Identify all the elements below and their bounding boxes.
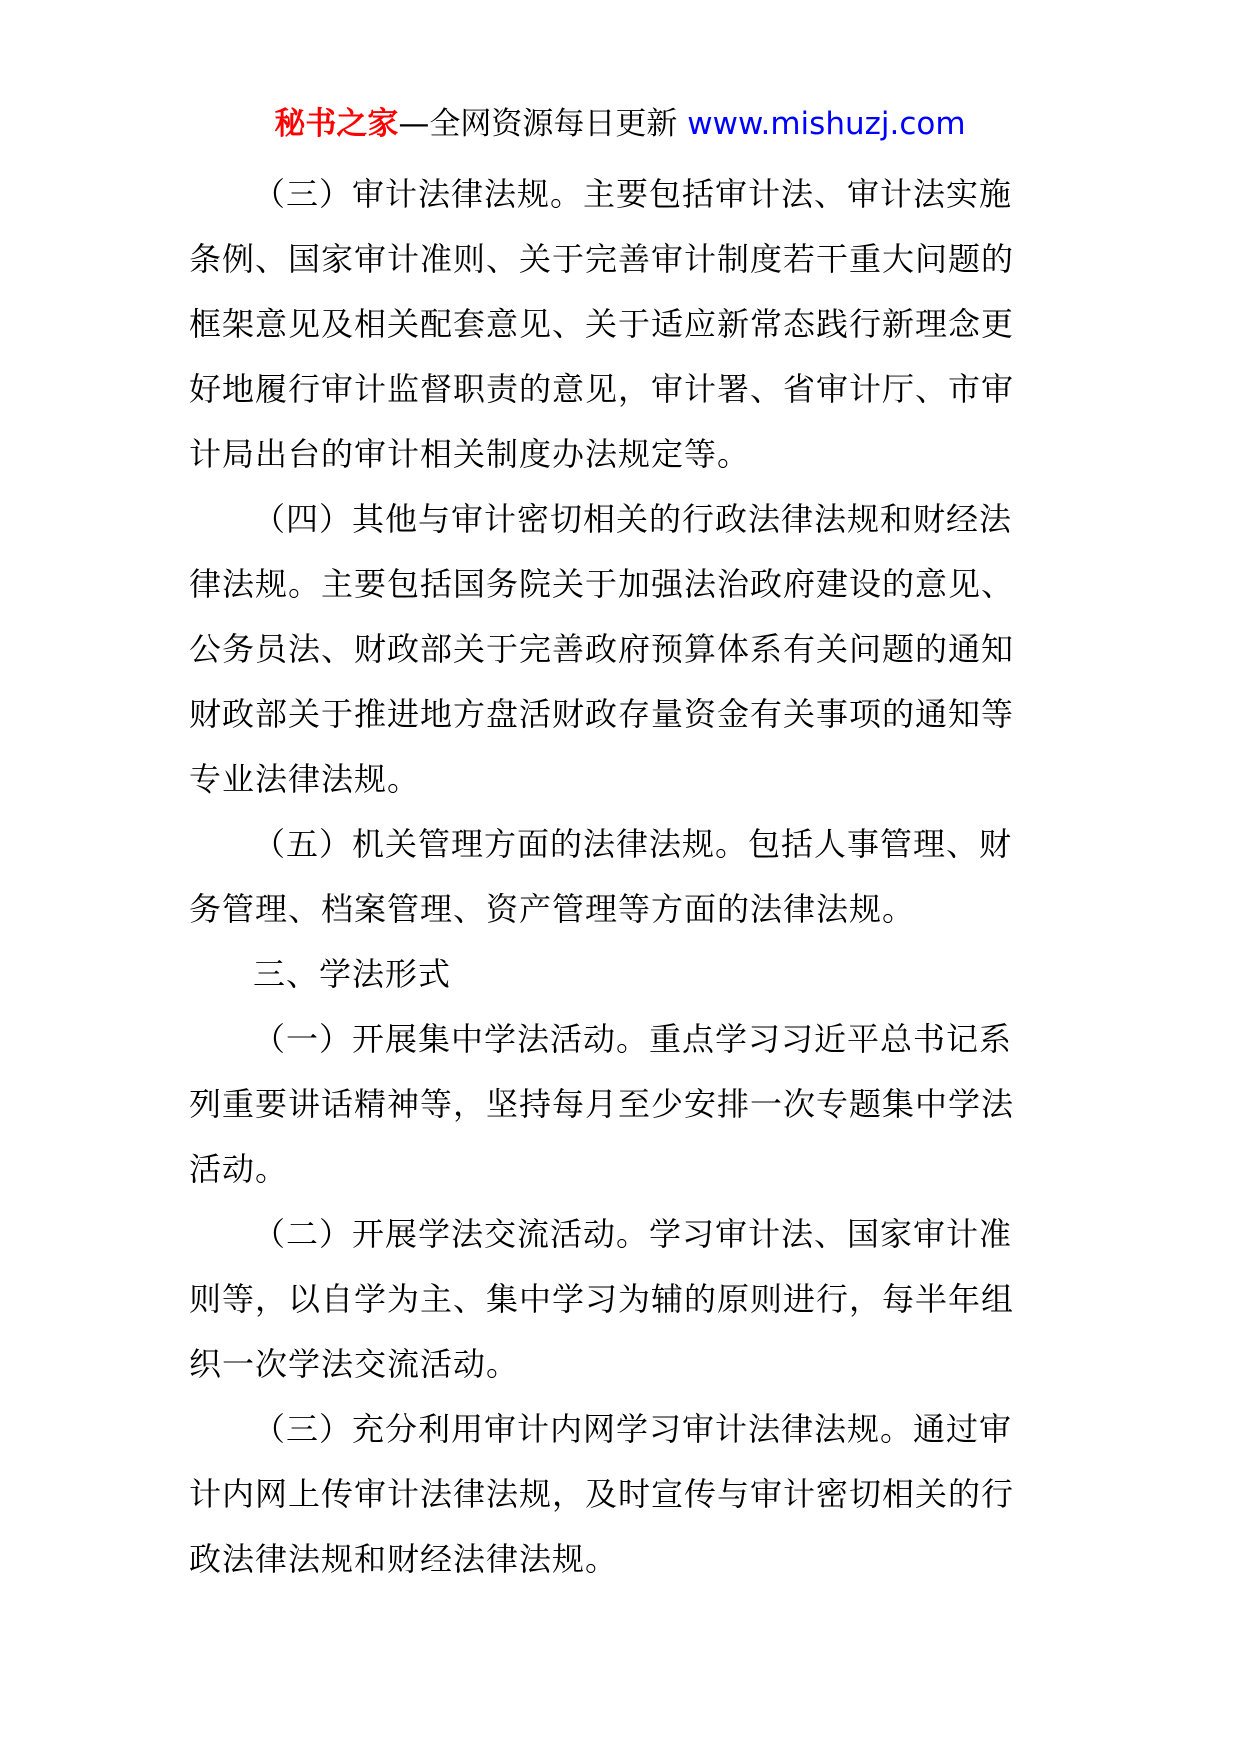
paragraph-form-2 <box>189 1202 1059 1397</box>
text-line: 列重要讲话精神等，坚持每月至少安排一次专题集中学法 <box>189 1085 1015 1123</box>
text-line: 框架意见及相关配套意见、关于适应新常态践行新理念更 <box>189 305 1015 343</box>
paragraph-form-3 <box>189 1397 1059 1592</box>
text-line: （四）其他与审计密切相关的行政法律法规和财经法 <box>253 500 1013 538</box>
paragraph-laws-3 <box>189 162 1059 487</box>
text-line: （二）开展学法交流活动。学习审计法、国家审计准 <box>253 1215 1013 1253</box>
paragraph-form-1 <box>189 1007 1059 1202</box>
header-slogan: —全网资源每日更新 <box>398 106 688 142</box>
text-line: （五）机关管理方面的法律法规。包括人事管理、财 <box>253 825 1013 863</box>
text-line: 活动。 <box>189 1150 289 1188</box>
text-line: 计局出台的审计相关制度办法规定等。 <box>189 435 751 473</box>
text-line: 好地履行审计监督职责的意见，审计署、省审计厅、市审 <box>189 370 1015 408</box>
text-line: 织一次学法交流活动。 <box>189 1345 520 1383</box>
text-line: （一）开展集中学法活动。重点学习习近平总书记系 <box>253 1020 1013 1058</box>
document-body <box>189 162 1059 1592</box>
text-line: （三）审计法律法规。主要包括审计法、审计法实施 <box>253 175 1013 213</box>
text-line: 政法律法规和财经法律法规。 <box>189 1540 619 1578</box>
text-line: 条例、国家审计准则、关于完善审计制度若干重大问题的 <box>189 240 1015 278</box>
text-line: 律法规。主要包括国务院关于加强法治政府建设的意见、 <box>189 565 1015 603</box>
section-heading-study-forms <box>189 942 1059 1007</box>
text-line: 公务员法、财政部关于完善政府预算体系有关问题的通知 <box>189 630 1015 668</box>
brand-name: 秘书之家 <box>274 106 399 142</box>
text-line: 专业法律法规。 <box>189 760 421 798</box>
site-header <box>0 102 1240 146</box>
site-url-link[interactable]: www.mishuzj.com <box>687 106 966 142</box>
text-line: 财政部关于推进地方盘活财政存量资金有关事项的通知等 <box>189 695 1015 733</box>
paragraph-laws-4 <box>189 487 1059 812</box>
section-heading: 三、学法形式 <box>253 955 452 993</box>
text-line: （三）充分利用审计内网学习审计法律法规。通过审 <box>253 1410 1013 1448</box>
text-line: 则等，以自学为主、集中学习为辅的原则进行，每半年组 <box>189 1280 1015 1318</box>
text-line: 计内网上传审计法律法规，及时宣传与审计密切相关的行 <box>189 1475 1015 1513</box>
text-line: 务管理、档案管理、资产管理等方面的法律法规。 <box>189 890 916 928</box>
paragraph-laws-5 <box>189 812 1059 942</box>
